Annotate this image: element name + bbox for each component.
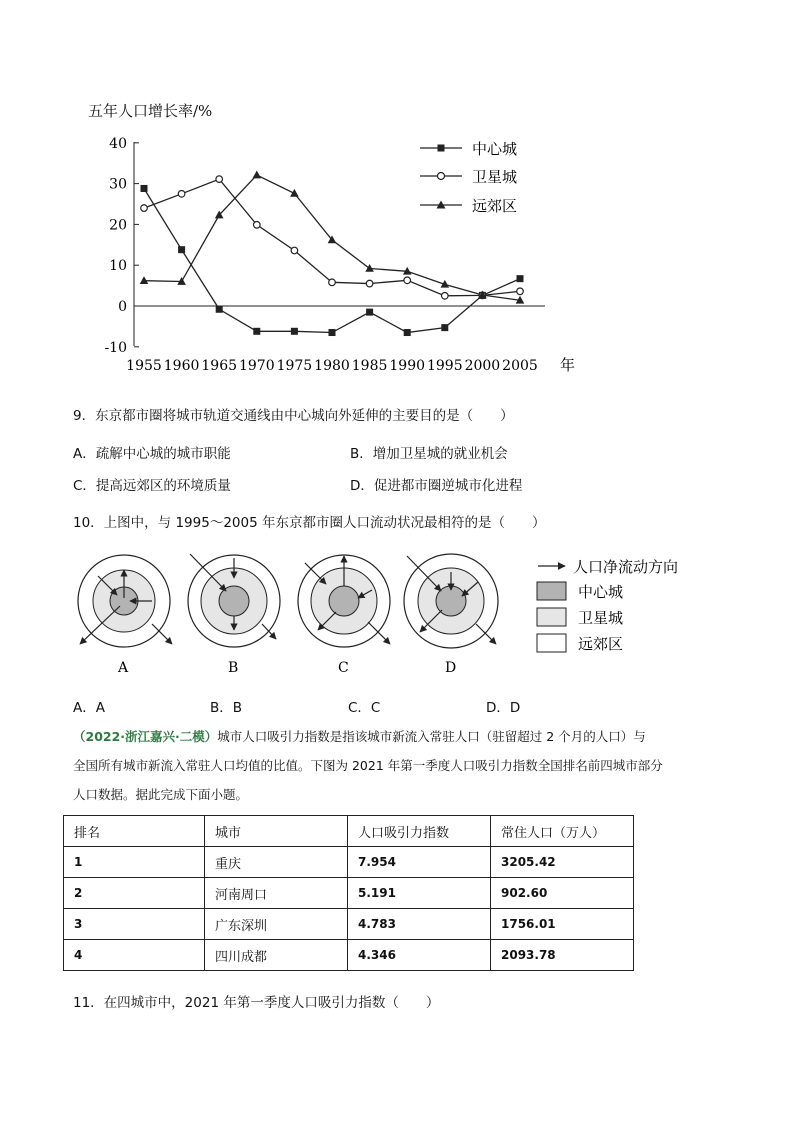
- y-tick-label: -10: [104, 339, 127, 356]
- source-tag: （2022·浙江嘉兴·二模）: [73, 729, 218, 744]
- cell-city: 河南周口: [205, 878, 348, 909]
- q10-option-a[interactable]: A．A: [73, 700, 105, 716]
- point-satellite-city: [329, 279, 336, 286]
- q10-option-b[interactable]: B．B: [210, 700, 243, 716]
- point-central-city: [253, 328, 260, 335]
- legend-square-icon: [438, 145, 445, 152]
- q9-stem: 9．东京都市圈将城市轨道交通线由中心城向外延伸的主要目的是（ ）: [73, 408, 514, 424]
- point-central-city: [366, 309, 373, 316]
- series-line-1: [144, 188, 520, 332]
- point-outer-suburb: [253, 171, 262, 179]
- cell-index: 7.954: [348, 847, 491, 878]
- city-data-table: [63, 815, 634, 971]
- y-tick-label: 10: [109, 258, 127, 275]
- point-outer-suburb: [365, 264, 374, 272]
- flow-legend: [537, 558, 678, 653]
- cell-city: 四川成都: [205, 940, 348, 971]
- cell-population: 2093.78: [491, 940, 634, 971]
- y-tick-label: 40: [109, 135, 127, 152]
- legend-circle-icon: [438, 173, 445, 180]
- cell-city: 重庆: [205, 847, 348, 878]
- legend-suburb: 远郊区: [578, 635, 624, 653]
- header-population: 常住人口（万人）: [491, 816, 634, 847]
- x-tick-label: 2005: [502, 358, 538, 374]
- legend-satellite-swatch: [537, 608, 566, 626]
- intro-line-1: 城市人口吸引力指数是指该城市新流入常驻人口（驻留超过 2 个月的人口）与: [217, 729, 646, 744]
- x-tick-label: 1970: [238, 358, 275, 374]
- y-tick-label: 30: [109, 176, 127, 193]
- cell-index: 4.783: [348, 909, 491, 940]
- point-central-city: [178, 246, 185, 253]
- diagram-label-b: B: [228, 660, 239, 676]
- cell-rank: 4: [64, 940, 205, 971]
- table-row: [64, 878, 634, 909]
- y-tick-label: 0: [118, 299, 127, 315]
- intro-line-3: 人口数据。据此完成下面小题。: [73, 787, 249, 802]
- point-central-city: [216, 306, 223, 313]
- point-central-city: [329, 329, 336, 336]
- legend-series-3: 远郊区: [472, 197, 518, 215]
- x-tick-label: 1965: [201, 358, 238, 374]
- point-outer-suburb: [290, 189, 299, 197]
- q9-option-a[interactable]: A．疏解中心城的城市职能: [73, 446, 231, 462]
- diagram-c[interactable]: [298, 555, 390, 676]
- x-tick-label: 1990: [389, 358, 426, 374]
- q10-option-d[interactable]: D．D: [486, 700, 521, 716]
- legend-satellite: 卫星城: [578, 609, 624, 627]
- point-satellite-city: [253, 222, 260, 229]
- legend-core-swatch: [537, 582, 566, 600]
- point-satellite-city: [366, 280, 373, 287]
- diagram-label-d: D: [445, 660, 457, 676]
- q9-option-b[interactable]: B．增加卫星城的就业机会: [350, 446, 508, 462]
- table-row: [64, 847, 634, 878]
- x-tick-label: 1985: [351, 358, 388, 374]
- header-index: 人口吸引力指数: [348, 816, 491, 847]
- cell-population: 902.60: [491, 878, 634, 909]
- x-tick-label: 1960: [163, 358, 200, 374]
- q10-option-c[interactable]: C．C: [348, 700, 381, 716]
- point-central-city: [404, 329, 411, 336]
- point-central-city: [517, 275, 524, 282]
- point-central-city: [141, 185, 148, 192]
- diagram-label-a: A: [118, 660, 129, 676]
- x-tick-label: 1955: [126, 358, 162, 374]
- point-satellite-city: [517, 288, 524, 295]
- legend-flow-direction: 人口净流动方向: [573, 558, 679, 576]
- table-header-row: [64, 816, 634, 847]
- y-tick-label: 20: [109, 217, 127, 234]
- intro-line-2: 全国所有城市新流入常驻人口均值的比值。下图为 2021 年第一季度人口吸引力指数全国排名前四城市部分: [73, 758, 663, 773]
- diagram-d[interactable]: [404, 554, 498, 676]
- cell-rank: 2: [64, 878, 205, 909]
- point-satellite-city: [178, 191, 185, 198]
- x-tick-label: 2000: [464, 358, 501, 374]
- intro-paragraph: [73, 722, 733, 809]
- population-growth-chart: [0, 0, 794, 390]
- point-satellite-city: [404, 277, 411, 284]
- x-tick-label: 1975: [276, 358, 313, 374]
- x-unit-label: 年: [560, 356, 576, 374]
- point-satellite-city: [442, 293, 449, 300]
- cell-population: 1756.01: [491, 909, 634, 940]
- point-central-city: [441, 324, 448, 331]
- point-satellite-city: [291, 247, 298, 254]
- cell-city: 广东深圳: [205, 909, 348, 940]
- legend-series-2: 卫星城: [472, 168, 518, 186]
- legend-series-1: 中心城: [472, 140, 518, 158]
- diagram-a[interactable]: [78, 555, 172, 676]
- q9-option-c[interactable]: C．提高远郊区的环境质量: [73, 478, 231, 494]
- cell-index: 5.191: [348, 878, 491, 909]
- x-tick-label: 1980: [314, 358, 350, 374]
- cell-rank: 3: [64, 909, 205, 940]
- diagram-b[interactable]: [188, 554, 280, 676]
- q10-stem: 10．上图中，与 1995～2005 年东京都市圈人口流动状况最相符的是（ ）: [73, 515, 546, 531]
- cell-rank: 1: [64, 847, 205, 878]
- q11-stem: 11．在四城市中，2021 年第一季度人口吸引力指数（ ）: [73, 995, 440, 1011]
- chart-legend: [420, 140, 517, 215]
- y-axis-title: 五年人口增长率/%: [88, 102, 213, 120]
- legend-core: 中心城: [578, 583, 624, 601]
- q9-option-d[interactable]: D．促进都市圈逆城市化进程: [350, 478, 523, 494]
- header-city: 城市: [205, 816, 348, 847]
- cell-population: 3205.42: [491, 847, 634, 878]
- population-flow-diagrams: [0, 540, 794, 690]
- x-tick-label: 1995: [426, 358, 463, 374]
- point-satellite-city: [141, 205, 148, 212]
- point-outer-suburb: [140, 276, 149, 284]
- point-satellite-city: [216, 176, 223, 183]
- table-row: [64, 909, 634, 940]
- cell-index: 4.346: [348, 940, 491, 971]
- diagram-label-c: C: [338, 660, 349, 676]
- header-rank: 排名: [64, 816, 205, 847]
- table-row: [64, 940, 634, 971]
- legend-suburb-swatch: [537, 634, 566, 652]
- point-central-city: [291, 328, 298, 335]
